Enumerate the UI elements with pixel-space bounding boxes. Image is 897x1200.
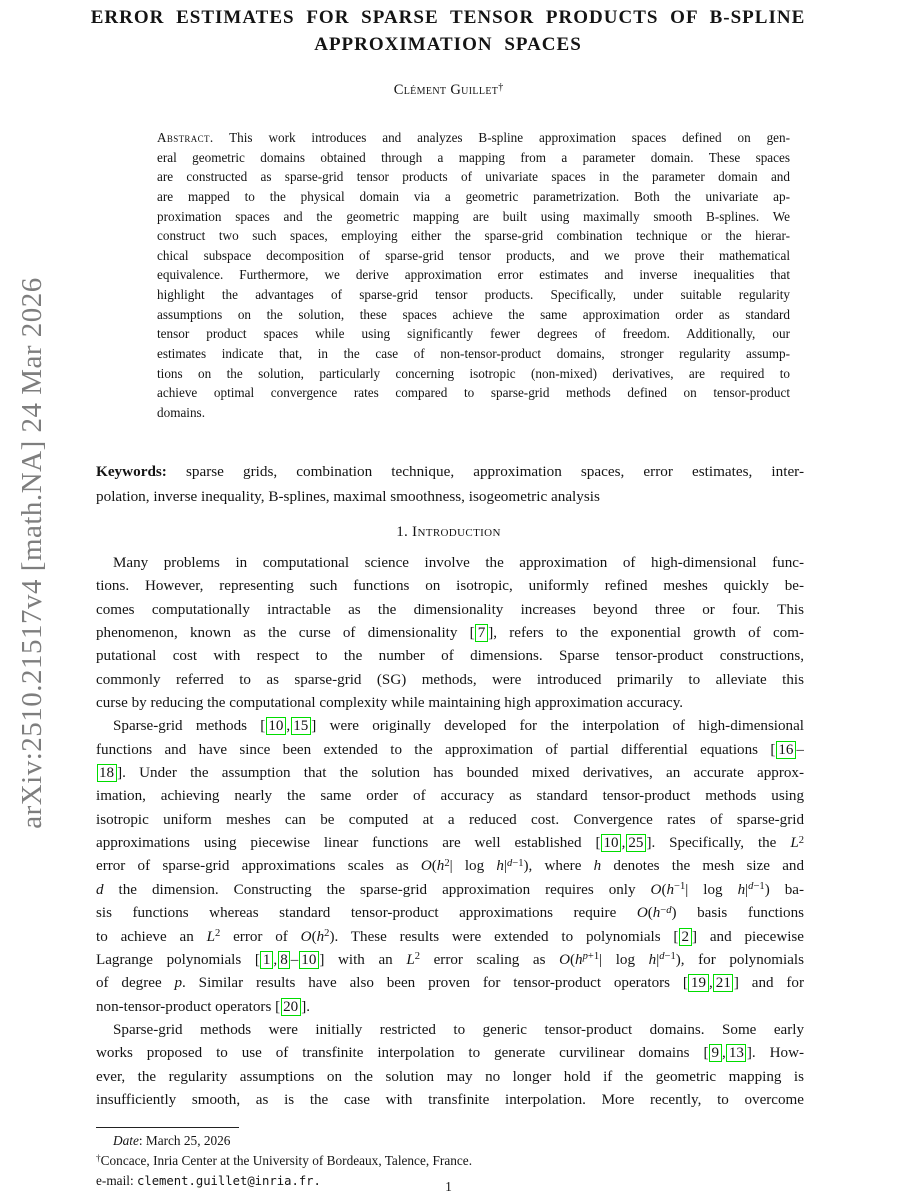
text-line: phenomenon, known as the curse of dimensionality [ 7 ], refers to the exponential growth of com- [96,625,804,642]
citation-link[interactable]: 1 [260,951,273,969]
text-line: achieve optimal convergence rates compared to sparse-grid methods defined on tensor-product [157,385,790,401]
text-line: Keywords: sparse grids, combination technique, approximation spaces, error estimates, inter- [96,463,804,480]
introduction-text [96,552,804,1112]
text-line: commonly referred to as sparse-grid (SG) methods, were introduced primarily to alleviate this [96,671,804,688]
text-line: are mapped to the physical domain via a geometric parametrization. Both the univariate ap- [157,188,790,204]
footnote-rule [96,1127,239,1128]
text-line: chical subspace decomposition of sparse-grid tensor products, and we prove their mathematical [157,247,790,263]
text-line: ever, the regularity assumptions on the solution may no longer hold if the geometric mapping is [96,1068,804,1085]
text-line: Sparse-grid methods [ 10 , 15 ] were originally developed for the interpolation of high-dimensional [113,718,804,735]
text-line: d the dimension. Constructing the sparse-grid approximation requires only $O(h^{-1}|$ $\log h|^{d-1}$) ba- [96,881,804,898]
text-line: eral geometric domains obtained through a mapping from a parameter domain. These spaces [157,149,790,165]
text-line: Lagrange polynomials [ 1 , 8 – 10 ] with an $L^2$ error scaling as $O(h^{p+1}|$ $\log h|^{d-1}$), for polynomials [96,951,804,968]
keywords-block [96,460,804,509]
text-line: domains. [157,404,205,420]
text-line: non-tensor-product operators [ 20 ]. [96,998,311,1015]
email-line: e-mail: clement.guillet@inria.fr. [96,1173,321,1189]
text-line: Sparse-grid methods were initially restricted to generic tensor-product domains. Some early [113,1021,804,1038]
arxiv-watermark: arXiv:2510.21517v4 [math.NA] 24 Mar 2026 [16,277,48,829]
paragraph [96,552,804,715]
text-line: sis functions whereas standard tensor-product approximations require $O(h^{-d})$ basis functions [96,904,804,922]
text-line: insufficiently smooth, as is the case with transfinite interpolation. More recently, to overcome [96,1091,804,1108]
citation-link[interactable]: 20 [281,998,301,1016]
text-line: proximation spaces and the geometric mapping are built using maximally smooth B-splines. We [157,208,790,224]
text-line: isotropic uniform meshes can be computed at a reduced cost. Convergence rates of sparse-grid [96,811,804,828]
text-line: tions. However, representing such functions on isotropic, uniformly refined meshes quickly be- [96,578,804,595]
paper-title [48,4,848,58]
text-line: Abstract. This work introduces and analyzes B-spline approximation spaces defined on gen- [157,130,790,145]
author-name: Clément Guillet† [393,81,504,98]
text-line: equivalence. Furthermore, we derive approximation error estimates and inverse inequalities that [157,267,790,283]
citation-link[interactable]: 16 [776,741,796,759]
text-line: tions on the solution, particularly concerning isotropic (non-mixed) derivatives, are required to [157,365,790,381]
abstract-block [157,128,790,423]
text-line: to achieve an $L^2$ error of $O(h^2)$. These results were extended to polynomials [ 2 ] and piecewise [96,928,804,945]
citation-link[interactable]: 21 [713,974,733,992]
citation-link[interactable]: 7 [475,624,488,642]
citation-link[interactable]: 9 [709,1044,722,1062]
citation-link[interactable]: 10 [601,834,621,852]
text-line: estimates indicate that, in the case of non-tensor-product domains, stronger regularity assump- [157,346,790,362]
citation-link[interactable]: 10 [266,717,286,735]
text-line: error of sparse-grid approximations scales as $O(h^2|$ $\log h|^{d-1}$), where h denotes the mesh size and [96,858,804,875]
text-line: imation, achieving nearly the same order of accuracy as standard tensor-product methods using [96,788,804,805]
citation-link[interactable]: 25 [626,834,646,852]
text-line: construct two such spaces, employing either the sparse-grid combination technique or the hierar- [157,228,790,244]
citation-link[interactable]: 13 [726,1044,746,1062]
affiliation-line: †Concace, Inria Center at the University of Bordeaux, Talence, France. [96,1153,473,1169]
paragraph [96,715,804,1018]
citation-link[interactable]: 8 [278,951,291,969]
date-line: Date: March 25, 2026 [113,1133,231,1148]
text-line: polation, inverse inequality, B-splines, maximal smoothness, isogeometric analysis [96,487,600,505]
paper-title-line: APPROXIMATION SPACES [314,34,582,55]
section-heading: 1. Introduction [396,523,501,540]
text-line: assumptions on the solution, these spaces achieve the same approximation order as standard [157,306,790,322]
text-line: Many problems in computational science involve the approximation of high-dimensional func- [113,555,804,571]
page-number: 1 [445,1179,452,1194]
citation-link[interactable]: 15 [291,717,311,735]
citation-link[interactable]: 18 [97,764,117,782]
text-line: putational cost with respect to the number of dimensions. Sparse tensor-product constructions, [96,648,804,665]
text-line: curse by reducing the computational complexity while maintaining high approximation accuracy. [96,695,684,712]
citation-link[interactable]: 2 [679,928,692,946]
citation-link[interactable]: 19 [688,974,708,992]
text-line: comes computationally intractable as the dimensionality increases beyond three or four. This [96,601,804,618]
text-line: works proposed to use of transfinite interpolation to generate curvilinear domains [ 9 , 13 ]. How- [96,1045,804,1062]
text-line: highlight the advantages of sparse-grid tensor products. Specifically, under suitable regularity [157,287,790,303]
text-line: 18 ]. Under the assumption that the solution has bounded mixed derivatives, an accurate approx- [96,762,804,785]
text-line: are constructed as sparse-grid tensor products of univariate spaces in the parameter domain and [157,169,790,185]
citation-link[interactable]: 10 [299,951,319,969]
text-line: functions and have since been extended to the approximation of partial differential equations [ 16 – [96,741,804,758]
text-line: of degree p. Similar results have also been proven for tensor-product operators [ 19 , 21 ] and for [96,975,804,992]
text-line: approximations using piecewise linear functions are well established [ 10 , 25 ]. Specifically, the $L^2$ [96,834,804,852]
paragraph [96,1019,804,1112]
text-line: tensor product spaces while using significantly fewer degrees of freedom. Additionally, our [157,326,790,342]
paper-title-line: ERROR ESTIMATES FOR SPARSE TENSOR PRODUCTS OF B-SPLINE [90,7,806,28]
